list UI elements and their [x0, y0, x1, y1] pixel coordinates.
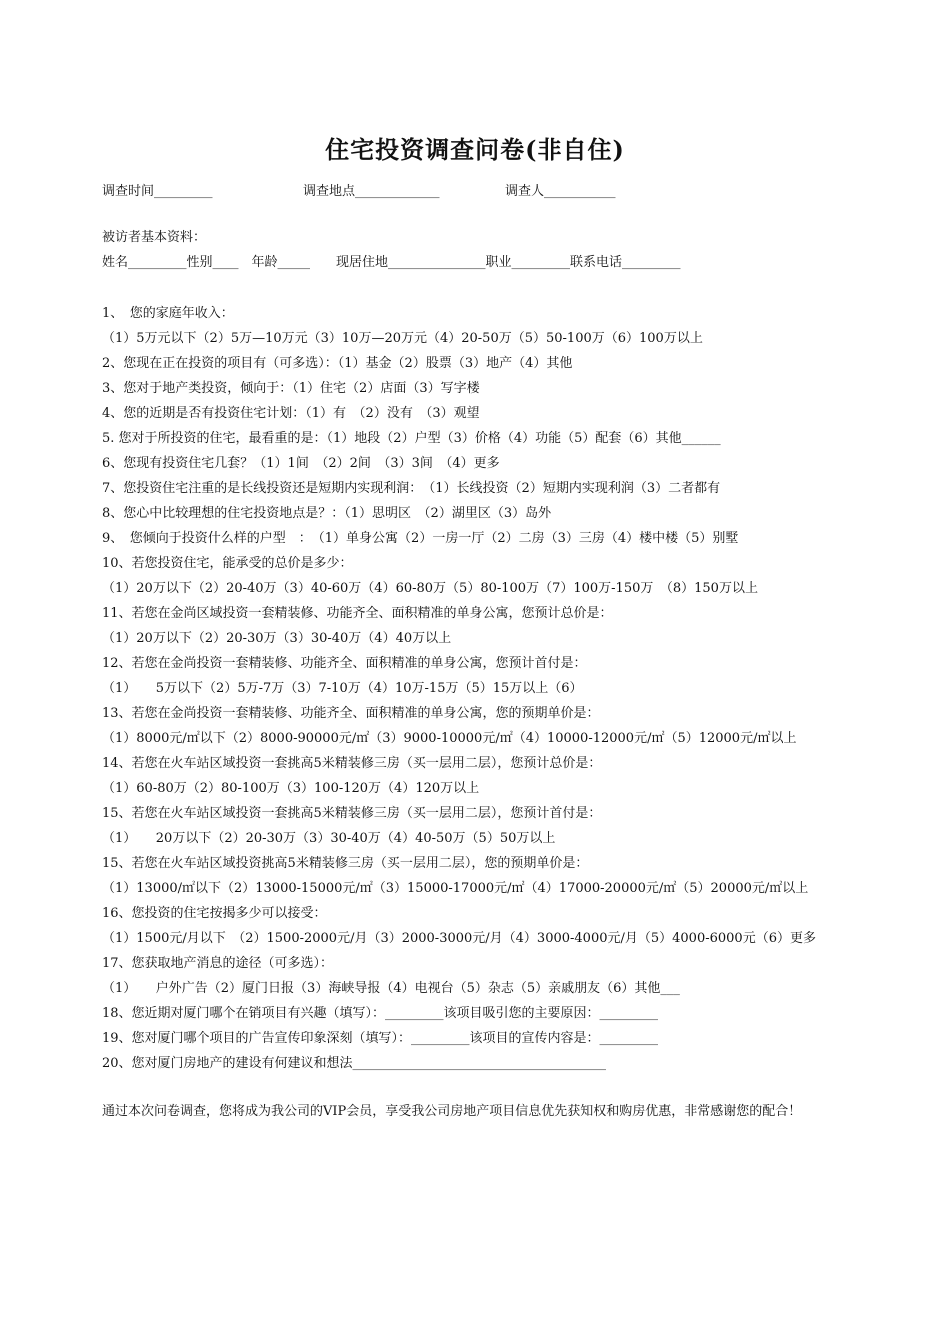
question-line: 13、若您在金尚投资一套精装修、功能齐全、面积精准的单身公寓，您的预期单价是：: [102, 706, 600, 721]
question-line: （1） 20万以下（2）20-30万（3）30-40万（4）40-50万（5）50万以上: [102, 831, 556, 846]
question-line: 15、若您在火车站区域投资挑高5米精装修三房（买一层用二层），您的预期单价是：: [102, 856, 589, 871]
question-list: [102, 301, 816, 1076]
question-line: 10、若您投资住宅，能承受的总价是多少：: [102, 556, 353, 571]
question-line: （1）8000元/㎡以下（2）8000-90000元/㎡（3）9000-10000元/㎡（4）10000-12000元/㎡（5）12000元/㎡以上: [102, 731, 797, 746]
question-line: 3、您对于地产类投资，倾向于：（1）住宅（2）店面（3）写字楼: [102, 381, 480, 396]
question-line: 5. 您对于所投资的住宅，最看重的是：（1）地段（2）户型（3）价格（4）功能（5）配套（6）其他______: [102, 431, 721, 446]
question-line: 17、您获取地产消息的途径（可多选）：: [102, 956, 334, 971]
question-line: 9、 您倾向于投资什么样的户型 ： （1）单身公寓（2）一房一厅（2）二房（3）三房（4）楼中楼（5）别墅: [102, 531, 739, 546]
surveyor-field: 调查人___________: [505, 184, 616, 199]
survey-place-field: 调查地点_____________: [303, 184, 440, 199]
question-line: 16、您投资的住宅按揭多少可以接受：: [102, 906, 327, 921]
question-line: 6、您现有投资住宅几套？（1）1间 （2）2间 （3）3间 （4）更多: [102, 456, 500, 471]
question-line: （1） 5万以下（2）5万-7万（3）7-10万（4）10万-15万（5）15万以上（6）: [102, 681, 583, 696]
question-line: 12、若您在金尚投资一套精装修、功能齐全、面积精准的单身公寓，您预计首付是：: [102, 656, 587, 671]
question-line: 19、您对厦门哪个项目的广告宣传印象深刻（填写）：_________该项目的宣传内容是：_________: [102, 1031, 659, 1046]
question-line: 2、您现在正在投资的项目有（可多选）：（1）基金（2）股票（3）地产（4）其他: [102, 356, 573, 371]
survey-time-field: 调查时间_________: [102, 184, 213, 199]
question-line: 7、您投资住宅注重的是长线投资还是短期内实现利润： （1）长线投资（2）短期内实现利润（3）二者都有: [102, 481, 721, 496]
respondent-fields: 姓名_________性别____ 年龄_____ 现居住地_______________职业_________联系电话_________: [102, 255, 681, 270]
question-line: 8、您心中比较理想的住宅投资地点是？：（1）思明区 （2）湖里区（3）岛外: [102, 506, 552, 521]
question-line: 15、若您在火车站区域投资一套挑高5米精装修三房（买一层用二层），您预计首付是：: [102, 806, 602, 821]
respondent-label: 被访者基本资料：: [102, 230, 207, 245]
question-line: （1） 户外广告（2）厦门日报（3）海峡导报（4）电视台（5）杂志（5）亲戚朋友（6）其他___: [102, 981, 680, 996]
page-title: 住宅投资调查问卷(非自住): [325, 135, 625, 164]
question-line: （1）1500元/月以下 （2）1500-2000元/月（3）2000-3000元/月（4）3000-4000元/月（5）4000-6000元（6）更多: [102, 931, 816, 946]
question-line: 18、您近期对厦门哪个在销项目有兴趣（填写）：_________该项目吸引您的主要原因：_________: [102, 1006, 659, 1021]
question-line: （1）5万元以下（2）5万—10万元（3）10万—20万元（4）20-50万（5）50-100万（6）100万以上: [102, 331, 703, 346]
question-line: （1）60-80万（2）80-100万（3）100-120万（4）120万以上: [102, 781, 480, 796]
question-line: 20、您对厦门房地产的建设有何建议和想法_______________________________________: [102, 1056, 607, 1071]
question-line: 1、 您的家庭年收入：: [102, 306, 234, 321]
question-line: （1）20万以下（2）20-30万（3）30-40万（4）40万以上: [102, 631, 452, 646]
footer-note: 通过本次问卷调查，您将成为我公司的VIP会员，享受我公司房地产项目信息优先获知权和购房优惠，非常感谢您的配合！: [102, 1104, 802, 1119]
question-line: （1）20万以下（2）20-40万（3）40-60万（4）60-80万（5）80-100万（7）100万-150万 （8）150万以上: [102, 581, 758, 596]
question-line: （1）13000/㎡以下（2）13000-15000元/㎡（3）15000-17000元/㎡（4）17000-20000元/㎡（5）20000元/㎡以上: [102, 881, 809, 896]
question-line: 4、您的近期是否有投资住宅计划：（1）有 （2）没有 （3）观望: [102, 406, 480, 421]
question-line: 11、若您在金尚区域投资一套精装修、功能齐全、面积精准的单身公寓，您预计总价是：: [102, 606, 613, 621]
question-line: 14、若您在火车站区域投资一套挑高5米精装修三房（买一层用二层），您预计总价是：: [102, 756, 602, 771]
